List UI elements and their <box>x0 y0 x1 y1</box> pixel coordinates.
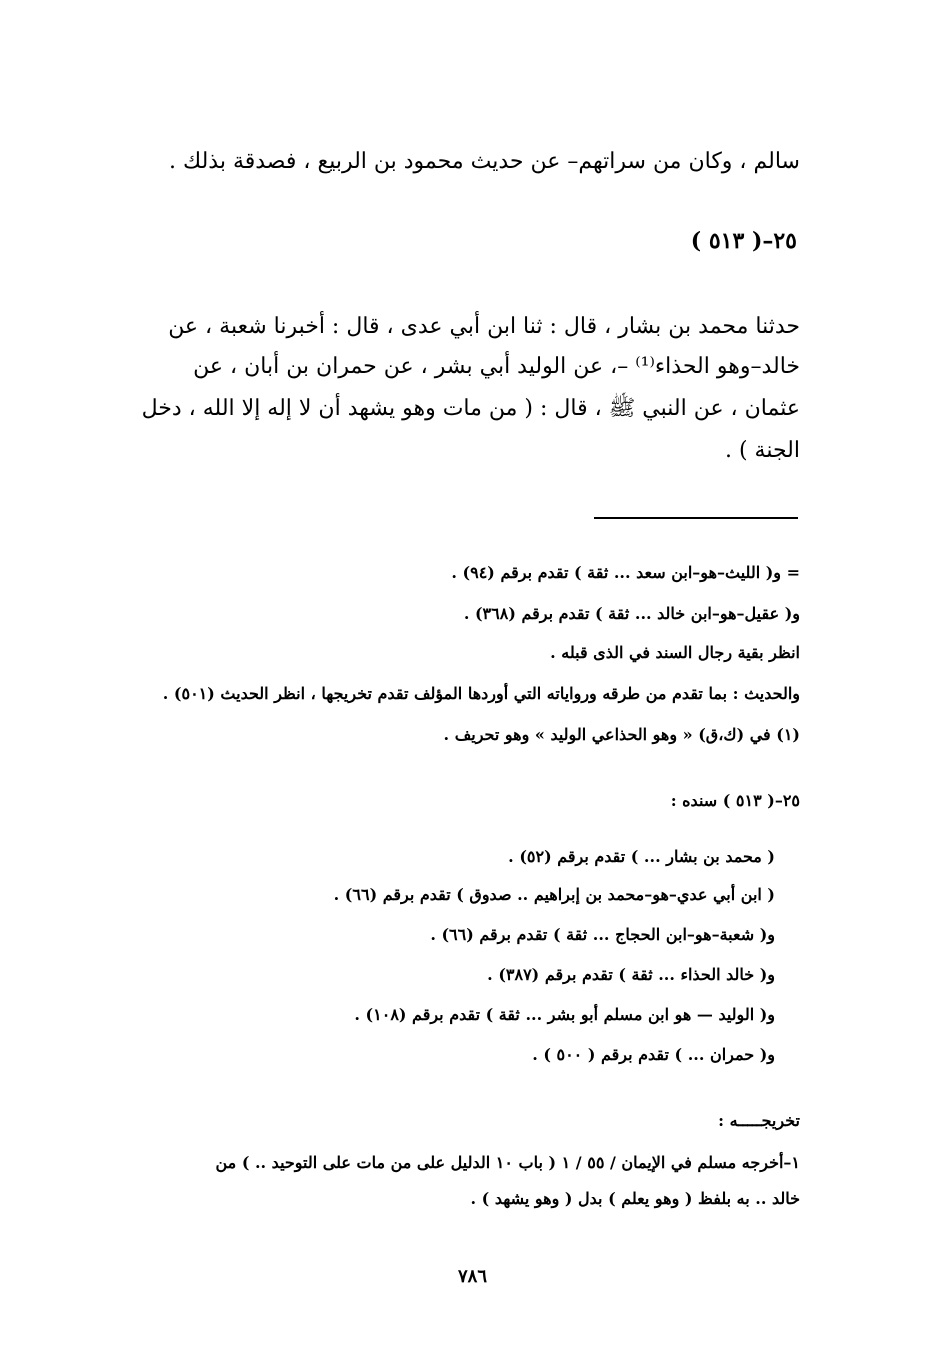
sanad-line-1: ( محمد بن بشار ... ) تقدم برقم (٥٢) . <box>508 847 775 866</box>
footnote-line-3: انظر بقية رجال السند في الذى قبله . <box>550 643 800 662</box>
takhrij-line-1: ١–أخرجه مسلم في الإيمان / ٥٥ / ١ ( باب ١٠ الدليل على من مات على التوحيد .. ) من <box>215 1153 800 1172</box>
continuation-line: سالم ، وكان من سراتهم– عن حديث محمود بن الربيع ، فصدقة بذلك . <box>169 149 800 174</box>
sanad-line-2: ( ابن أبي عدي–هو–محمد بن إبراهيم .. صدوق ) تقدم برقم (٦٦) . <box>333 885 775 904</box>
sanad-line-5: و( الوليد — هو ابن مسلم أبو بشر ... ثقة ) تقدم برقم (١٠٨) . <box>354 1005 775 1024</box>
footnote-line-2: و( عقيل–هو–ابن خالد ... ثقة ) تقدم برقم (٣٦٨) . <box>463 604 800 623</box>
footnote-ref-1: (١) في (ك،ق) « وهو الحذاعي الوليد » وهو تحريف . <box>443 725 800 744</box>
hadith-line-1: حدثنا محمد بن بشار ، قال : ثنا ابن أبي عدى ، قال : أخبرنا شعبة ، عن <box>168 314 800 339</box>
sanad-line-3: و( شعبة–هو–ابن الحجاج ... ثقة ) تقدم برقم (٦٦) . <box>430 925 775 944</box>
hadith-number: ٢٥–( ٥١٣ ) <box>690 228 797 254</box>
hadith-line-4: الجنة ) . <box>724 438 800 463</box>
hadith-line-2: خالد–وهو الحذاء⁽¹⁾ –، عن الوليد أبي بشر ، عن حمران بن أبان ، عن <box>193 354 800 379</box>
hadith-line-3: عثمان ، عن النبي ﷺ ، قال : ( من مات وهو يشهد أن لا إله إلا الله ، دخل <box>141 396 800 421</box>
takhrij-heading: تخريجـــــه : <box>718 1111 800 1130</box>
sanad-heading: ٢٥–( ٥١٣ ) سنده : <box>670 791 800 810</box>
footnote-line-1: = و( الليث–هو–ابن سعد ... ثقة ) تقدم برقم (٩٤) . <box>451 563 800 582</box>
footnote-line-4: والحديث : بما تقدم من طرقه ورواياته التي أوردها المؤلف تقدم تخريجها ، انظر الحديث (٥٠١) . <box>162 684 800 703</box>
footnote-divider <box>594 517 798 519</box>
sanad-line-6: و( حمران ... ) تقدم برقم ( ٥٠٠ ) . <box>532 1045 775 1064</box>
page-number: ٧٨٦ <box>457 1266 487 1287</box>
takhrij-line-2: خالد .. به بلفظ ( وهو يعلم ) بدل ( وهو يشهد ) . <box>470 1189 800 1208</box>
sanad-line-4: و( خالد الحذاء ... ثقة ) تقدم برقم (٣٨٧) . <box>487 965 775 984</box>
